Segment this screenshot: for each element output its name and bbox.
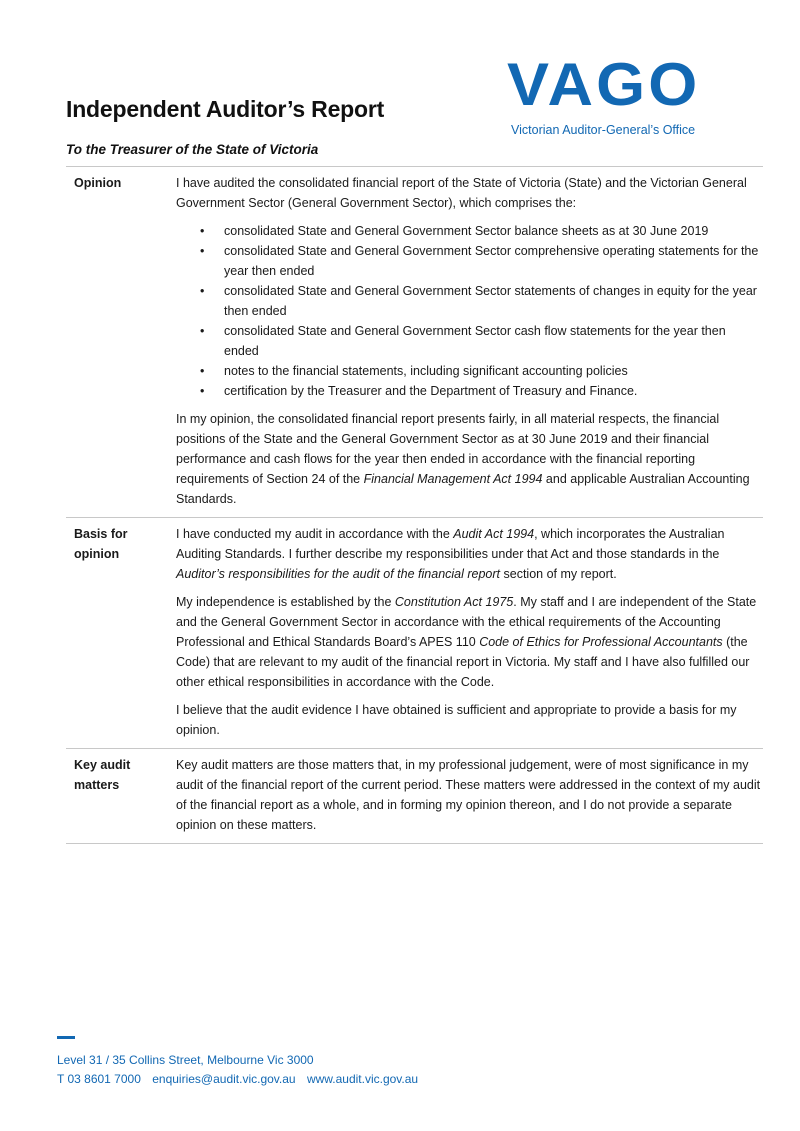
logo-wordmark: VAGO [507, 51, 701, 118]
bullet-icon: • [200, 384, 205, 398]
kam-section [66, 749, 763, 844]
footer-address: Level 31 / 35 Collins Street, Melbourne Vic 3000 [57, 1053, 314, 1067]
logo-subtitle: Victorian Auditor-General’s Office [511, 123, 696, 137]
kam-paragraph: Key audit matters are those matters that, in my professional judgement, were of most significance in my audit of the financial report of the current period. These matters were addressed in the context of my audit of the financial report as a whole, and in forming my opinion thereon, and I do not provide a separate opinion on these matters. [176, 758, 761, 832]
phone-label: T [57, 1072, 65, 1086]
report-table [66, 166, 763, 844]
list-item: • consolidated State and General Government Sector comprehensive operating statements for the year then ended [176, 241, 763, 281]
basis-body [176, 524, 763, 740]
bullet-icon: • [200, 244, 205, 258]
addressee: To the Treasurer of the State of Victoria [66, 142, 319, 157]
opinion-heading: Opinion [74, 176, 122, 190]
footer-contacts [57, 1070, 418, 1089]
bullet-icon: • [200, 224, 205, 238]
kam-heading: Key audit matters [74, 758, 131, 792]
list-item: • consolidated State and General Government Sector statements of changes in equity for the year then ended [176, 281, 763, 321]
opinion-bullet-list [176, 221, 763, 401]
footer-phone: 03 8601 7000 [67, 1072, 141, 1086]
basis-section [66, 518, 763, 749]
opinion-conclusion: In my opinion, the consolidated financial report presents fairly, in all material respects, the financial positions of the State and the General Government Sector as at 30 June 2019 and their financial performance and cash flows for the year then ended in accordance with the financial reporting requirements of Section 24 of the Financial Management Act 1994 and applicable Australian Accounting Standards. [176, 412, 750, 506]
list-item: • consolidated State and General Government Sector cash flow statements for the year then ended [176, 321, 763, 361]
list-item: • notes to the financial statements, including significant accounting policies [176, 361, 763, 381]
footer-email[interactable]: enquiries@audit.vic.gov.au [152, 1072, 296, 1086]
bullet-icon: • [200, 364, 205, 378]
vago-logo [507, 52, 717, 137]
footer [57, 1036, 418, 1089]
basis-paragraph-3: I believe that the audit evidence I have obtained is sufficient and appropriate to provide a basis for my opinion. [176, 703, 737, 737]
opinion-section [66, 167, 763, 518]
bullet-icon: • [200, 284, 205, 298]
basis-paragraph-2: My independence is established by the Constitution Act 1975. My staff and I are independent of the State and the General Government Sector in accordance with the ethical requirements of the Accounting Professional and Ethical Standards Board’s APES 110 Code of Ethics for Professional Accountants (the Code) that are relevant to my audit of the financial report in Victoria. My staff and I have also fulfilled our other ethical responsibilities in accordance with the Code. [176, 595, 757, 689]
opinion-body [176, 173, 763, 509]
list-item: • certification by the Treasurer and the Department of Treasury and Finance. [176, 381, 763, 401]
page-title: Independent Auditor’s Report [66, 96, 385, 122]
list-item: • consolidated State and General Government Sector balance sheets as at 30 June 2019 [176, 221, 763, 241]
basis-heading: Basis for opinion [74, 527, 128, 561]
footer-accent-bar [57, 1036, 75, 1039]
opinion-intro: I have audited the consolidated financial report of the State of Victoria (State) and the Victorian General Government Sector (General Government Sector), which comprises the: [176, 176, 747, 210]
kam-body [176, 755, 763, 835]
footer-website[interactable]: www.audit.vic.gov.au [306, 1072, 419, 1086]
basis-paragraph-1: I have conducted my audit in accordance with the Audit Act 1994, which incorporates the Australian Auditing Standards. I further describe my responsibilities under that Act and those standards in the Auditor’s responsibilities for the audit of the financial report section of my report. [176, 527, 725, 581]
bullet-icon: • [200, 324, 205, 338]
